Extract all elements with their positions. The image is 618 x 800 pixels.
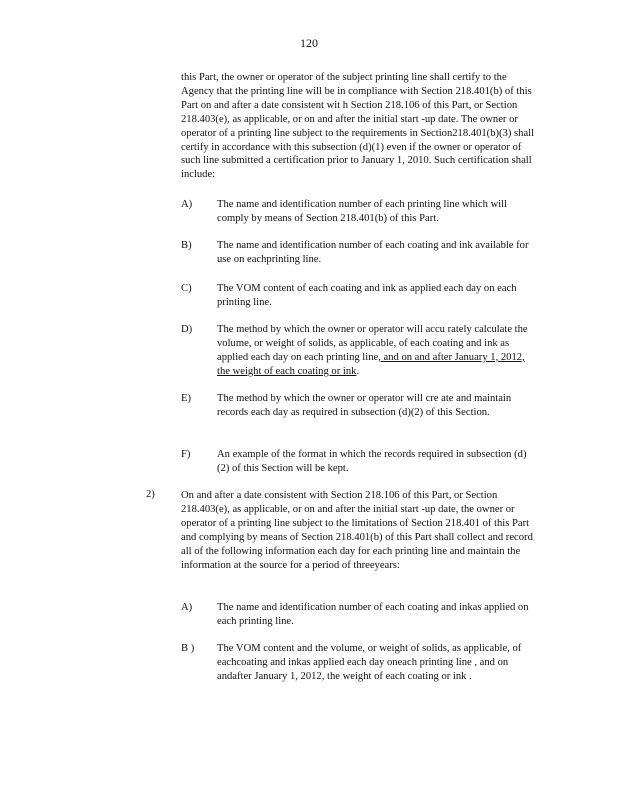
item-2-number: 2) (146, 489, 155, 500)
page-number: 120 (300, 36, 318, 50)
amended-text: , and on and after January 1, 2012, the weight of each coating or ink (217, 351, 525, 377)
item-label: F) (181, 449, 191, 460)
item-2-paragraph: On and after a date consistent with Section 218.106 of this Part, or Section 218.403(e), as applicable, or on and after the initial start -up date, the owner or operator of a printing line subject to the limitations of Section 218.401 of this Part and complying by means of Section 218.401(b) of this Part shall collect and record all of the following information each day for each printing line and maintain the information at the source for a period of threeyears: (181, 490, 533, 571)
item-text: The name and identification number of each coating and ink available for use on eachprinting line. (217, 240, 529, 265)
item-label: E) (181, 393, 191, 404)
item-text: The VOM content and the volume, or weight of solids, as applicable, of eachcoating and inkas applied each day oneach printing line , and on andafter January 1, 2012, the weight of each coating or ink . (217, 643, 522, 682)
intro-paragraph: this Part, the owner or operator of the subject printing line shall certify to the Agency that the printing line will be in compliance with Section 218.401(b) of this Part on and after a date consistent wit h Section 218.106 of this Part, or Section 218.403(e), as applicable, or on and after the initial start -up date. The owner or operator of a printing line subject to the requirements in Section218.401(b)(3) shall certify in accordance with this subsection (d)(1) even if the owner or operator of such line submitted a certification prior to January 1, 2010. Such certification shall include: (181, 72, 535, 181)
item-text: The VOM content of each coating and ink as applied each day on each printing line. (217, 283, 517, 308)
item-text-end: . (356, 365, 360, 377)
item-label: A) (181, 602, 193, 613)
item-text (217, 323, 537, 379)
item-label: B) (181, 240, 192, 251)
item-label: A) (181, 199, 193, 210)
item-text: The name and identification number of each coating and inkas applied on each printing line. (217, 602, 529, 627)
item-text: An example of the format in which the records required in subsection (d)(2) of this Section will be kept. (217, 449, 527, 474)
item-label: D) (181, 324, 193, 335)
item-text-main: The method by which the owner or operator will accu rately calculate the volume, or weight of solids, as applicable, of each coating and ink as applied each day on each printing line (217, 324, 528, 363)
item-text: The method by which the owner or operator will cre ate and maintain records each day as required in subsection (d)(2) of this Section. (217, 393, 512, 418)
item-text: The name and identification number of each printing line which will comply by means of Section 218.401(b) of this Part. (217, 199, 508, 224)
item-label: C) (181, 283, 192, 294)
item-label: B ) (181, 643, 195, 654)
